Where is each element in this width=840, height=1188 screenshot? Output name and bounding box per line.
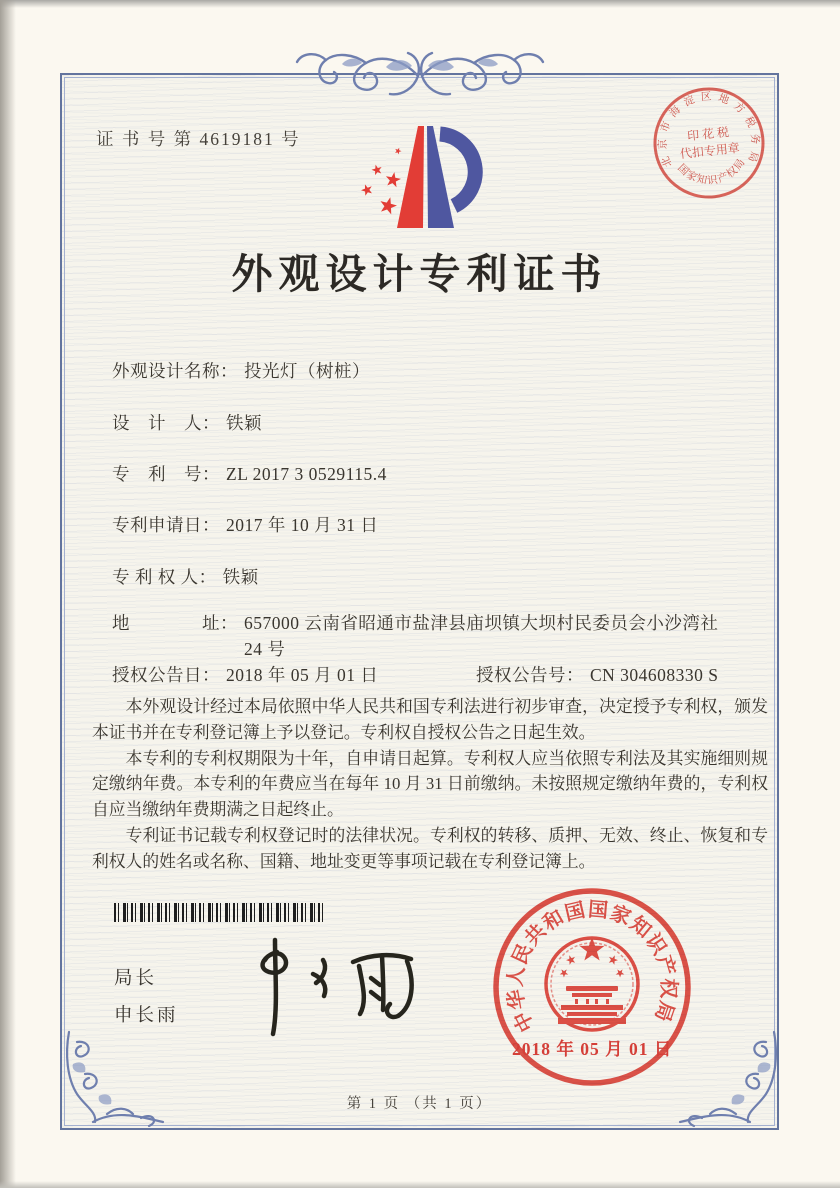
- director-signature: [225, 928, 440, 1043]
- field-row-grant: [112, 662, 719, 687]
- scan-edge-left: [0, 0, 16, 1188]
- tax-stamp-bottom-arc: 国家知识产权局: [675, 157, 748, 187]
- body-paragraph: 本外观设计经过本局依照中华人民共和国专利法进行初步审查，决定授予专利权，颁发本证书并在专利登记簿上予以登记。专利权自授权公告之日起生效。: [92, 697, 768, 742]
- field-row: [112, 564, 259, 589]
- field-value: 2017 年 10 月 31 日: [226, 515, 379, 535]
- field-label: 专利申请日：: [112, 515, 220, 535]
- svg-text:国家知识产权局: [674, 155, 749, 190]
- field-label: 设 计 人：: [112, 413, 220, 433]
- field-label: 地 址：: [112, 613, 238, 633]
- scan-edge-top: [0, 0, 840, 8]
- field-row: [112, 410, 262, 435]
- scan-edge-bottom: [0, 1181, 840, 1188]
- barcode: [114, 903, 324, 922]
- field-row: [112, 461, 387, 486]
- tax-stamp-top-arc: 北京市海淀区地方税务局: [657, 91, 761, 169]
- national-emblem-icon: [546, 937, 638, 1030]
- field-row-address: [112, 610, 722, 662]
- field-value: 铁颖: [226, 413, 262, 433]
- field-label: 专 利 号：: [112, 464, 220, 484]
- field-label: 专 利 权 人：: [112, 567, 217, 587]
- field-value: 657000 云南省昭通市盐津县庙坝镇大坝村民委员会小沙湾社 24 号: [244, 613, 719, 659]
- body-paragraph: 本专利的专利权期限为十年，自申请日起算。专利权人应当依照专利法及其实施细则规定缴纳年费。本专利的年费应当在每年 10 月 31 日前缴纳。未按照规定缴纳年费的，专利权自应当缴纳年费期满之日起终止。: [92, 748, 768, 820]
- tax-stamp-line1: 印 花 税: [686, 124, 730, 144]
- sipo-logo-icon: [330, 116, 530, 238]
- certificate-title: 外观设计专利证书: [231, 251, 608, 297]
- tax-stamp: [644, 78, 774, 208]
- field-row: [112, 358, 370, 383]
- field-label: 授权公告号：: [476, 665, 584, 685]
- field-label: 外观设计名称：: [112, 361, 238, 381]
- field-value: 铁颖: [222, 567, 259, 587]
- seal-ring-text: 中华人民共和国国家知识产权局: [504, 898, 680, 1036]
- dragon-ornament-icon: [290, 46, 550, 104]
- field-value: CN 304608330 S: [590, 665, 719, 685]
- director-name: 申长雨: [114, 1006, 179, 1026]
- seal-date: 2018 年 05 月 01 日: [512, 1039, 673, 1059]
- star-icon: [360, 147, 403, 216]
- legal-paragraphs: [92, 694, 768, 875]
- field-value: 2018 年 05 月 01 日: [226, 665, 379, 685]
- field-row: [112, 512, 378, 537]
- body-paragraph: 专利证书记载专利权登记时的法律状况。专利权的转移、质押、无效、终止、恢复和专利权人的姓名或名称、国籍、地址变更等事项记载在专利登记簿上。: [92, 825, 768, 871]
- director-title: 局长: [114, 969, 158, 989]
- field-value: 投光灯（树桩）: [244, 361, 370, 381]
- field-label: 授权公告日：: [112, 665, 220, 685]
- page-footer: 第 1 页 （共 1 页）: [346, 1096, 493, 1112]
- field-value: ZL 2017 3 0529115.4: [226, 464, 387, 484]
- corner-flourish-left-icon: [63, 1030, 167, 1130]
- national-ipo-seal: [487, 884, 697, 1094]
- tax-stamp-line2: 代扣专用章: [679, 140, 741, 162]
- certificate-number: 证 书 号 第 4619181 号: [96, 129, 301, 149]
